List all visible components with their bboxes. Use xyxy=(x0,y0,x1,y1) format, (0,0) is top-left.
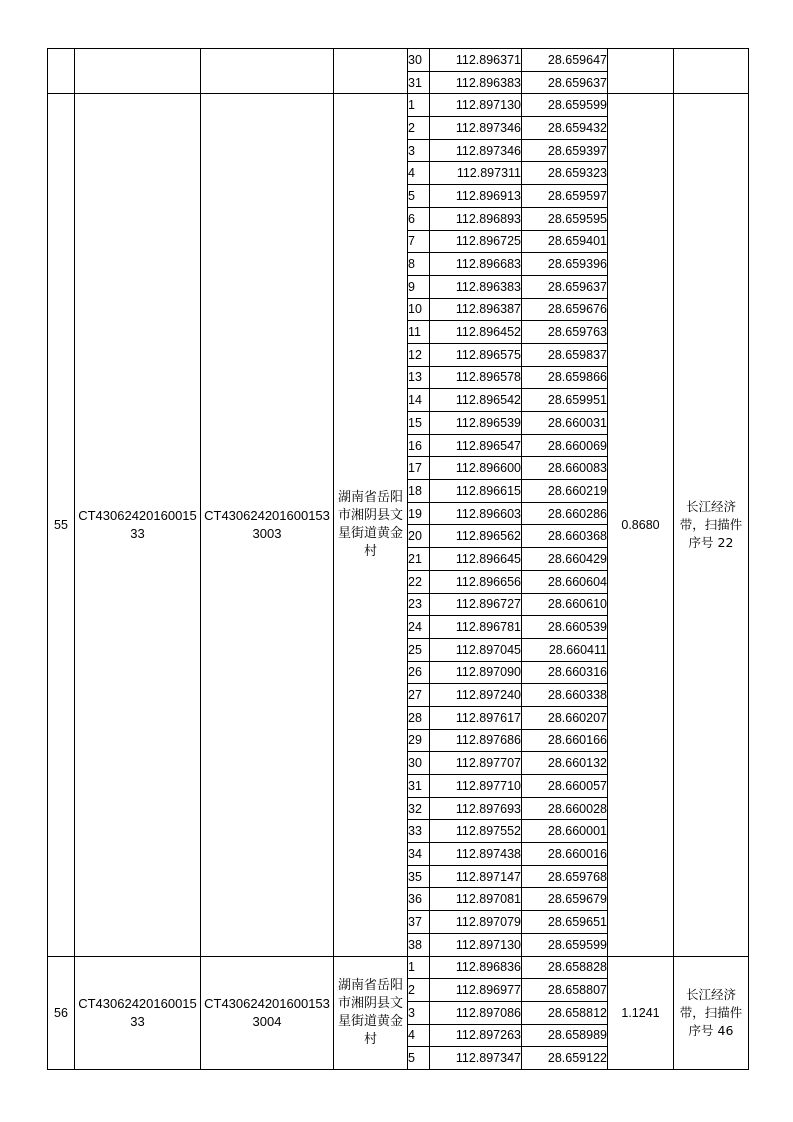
longitude-cell: 112.897147 xyxy=(430,865,522,888)
longitude-cell: 112.896656 xyxy=(430,570,522,593)
latitude-cell: 28.659597 xyxy=(522,185,608,208)
longitude-cell: 112.897240 xyxy=(430,684,522,707)
point-number-cell: 20 xyxy=(408,525,430,548)
latitude-cell: 28.660411 xyxy=(522,638,608,661)
point-number-cell: 5 xyxy=(408,185,430,208)
latitude-cell: 28.659599 xyxy=(522,94,608,117)
point-number-cell: 18 xyxy=(408,480,430,503)
sequence-cell: 56 xyxy=(48,956,75,1069)
note-cell: 长江经济带，扫描件序号 22 xyxy=(674,94,749,956)
point-number-cell: 3 xyxy=(408,139,430,162)
longitude-cell: 112.897346 xyxy=(430,139,522,162)
latitude-cell: 28.659396 xyxy=(522,253,608,276)
point-number-cell: 30 xyxy=(408,49,430,72)
location-cell xyxy=(334,49,408,94)
latitude-cell: 28.660286 xyxy=(522,502,608,525)
longitude-cell: 112.896562 xyxy=(430,525,522,548)
latitude-cell: 28.660001 xyxy=(522,820,608,843)
latitude-cell: 28.659637 xyxy=(522,71,608,94)
point-number-cell: 37 xyxy=(408,911,430,934)
point-number-cell: 4 xyxy=(408,1024,430,1047)
latitude-cell: 28.660610 xyxy=(522,593,608,616)
point-number-cell: 3 xyxy=(408,1001,430,1024)
point-number-cell: 31 xyxy=(408,71,430,94)
table-body xyxy=(48,49,749,1070)
sub-parcel-code-cell: CT4306242016001533004 xyxy=(201,956,334,1069)
point-number-cell: 6 xyxy=(408,207,430,230)
latitude-cell: 28.660031 xyxy=(522,412,608,435)
latitude-cell: 28.658812 xyxy=(522,1001,608,1024)
point-number-cell: 23 xyxy=(408,593,430,616)
latitude-cell: 28.659647 xyxy=(522,49,608,72)
longitude-cell: 112.897090 xyxy=(430,661,522,684)
point-number-cell: 2 xyxy=(408,979,430,1002)
point-number-cell: 14 xyxy=(408,389,430,412)
table-row xyxy=(48,49,749,72)
latitude-cell: 28.660316 xyxy=(522,661,608,684)
longitude-cell: 112.896603 xyxy=(430,502,522,525)
longitude-cell: 112.896383 xyxy=(430,71,522,94)
latitude-cell: 28.660207 xyxy=(522,706,608,729)
point-number-cell: 1 xyxy=(408,956,430,979)
point-number-cell: 1 xyxy=(408,94,430,117)
latitude-cell: 28.658989 xyxy=(522,1024,608,1047)
point-number-cell: 27 xyxy=(408,684,430,707)
latitude-cell: 28.659768 xyxy=(522,865,608,888)
location-cell: 湖南省岳阳市湘阴县文星街道黄金村 xyxy=(334,956,408,1069)
point-number-cell: 38 xyxy=(408,933,430,956)
longitude-cell: 112.896781 xyxy=(430,616,522,639)
longitude-cell: 112.897347 xyxy=(430,1047,522,1070)
longitude-cell: 112.896578 xyxy=(430,366,522,389)
sequence-cell: 55 xyxy=(48,94,75,956)
note-cell xyxy=(674,49,749,94)
latitude-cell: 28.658828 xyxy=(522,956,608,979)
longitude-cell: 112.897710 xyxy=(430,775,522,798)
latitude-cell: 28.660166 xyxy=(522,729,608,752)
latitude-cell: 28.659837 xyxy=(522,343,608,366)
longitude-cell: 112.896727 xyxy=(430,593,522,616)
point-number-cell: 21 xyxy=(408,548,430,571)
latitude-cell: 28.659763 xyxy=(522,321,608,344)
parcel-code-cell: CT4306242016001533 xyxy=(75,956,201,1069)
longitude-cell: 112.897045 xyxy=(430,638,522,661)
latitude-cell: 28.660539 xyxy=(522,616,608,639)
longitude-cell: 112.896977 xyxy=(430,979,522,1002)
latitude-cell: 28.660057 xyxy=(522,775,608,798)
longitude-cell: 112.896645 xyxy=(430,548,522,571)
point-number-cell: 12 xyxy=(408,343,430,366)
latitude-cell: 28.659122 xyxy=(522,1047,608,1070)
point-number-cell: 24 xyxy=(408,616,430,639)
longitude-cell: 112.897263 xyxy=(430,1024,522,1047)
longitude-cell: 112.897693 xyxy=(430,797,522,820)
longitude-cell: 112.896893 xyxy=(430,207,522,230)
longitude-cell: 112.897617 xyxy=(430,706,522,729)
latitude-cell: 28.659432 xyxy=(522,117,608,140)
point-number-cell: 13 xyxy=(408,366,430,389)
note-cell: 长江经济带，扫描件序号 46 xyxy=(674,956,749,1069)
longitude-cell: 112.896547 xyxy=(430,434,522,457)
area-cell xyxy=(608,49,674,94)
longitude-cell: 112.897346 xyxy=(430,117,522,140)
table-row xyxy=(48,94,749,117)
point-number-cell: 8 xyxy=(408,253,430,276)
point-number-cell: 29 xyxy=(408,729,430,752)
latitude-cell: 28.660016 xyxy=(522,843,608,866)
longitude-cell: 112.896913 xyxy=(430,185,522,208)
coordinate-table xyxy=(47,48,749,1070)
latitude-cell: 28.660132 xyxy=(522,752,608,775)
location-cell: 湖南省岳阳市湘阴县文星街道黄金村 xyxy=(334,94,408,956)
point-number-cell: 19 xyxy=(408,502,430,525)
latitude-cell: 28.659951 xyxy=(522,389,608,412)
longitude-cell: 112.897686 xyxy=(430,729,522,752)
sequence-cell xyxy=(48,49,75,94)
latitude-cell: 28.660083 xyxy=(522,457,608,480)
latitude-cell: 28.660219 xyxy=(522,480,608,503)
latitude-cell: 28.659866 xyxy=(522,366,608,389)
point-number-cell: 5 xyxy=(408,1047,430,1070)
longitude-cell: 112.896725 xyxy=(430,230,522,253)
longitude-cell: 112.896542 xyxy=(430,389,522,412)
point-number-cell: 4 xyxy=(408,162,430,185)
point-number-cell: 9 xyxy=(408,275,430,298)
area-cell: 1.1241 xyxy=(608,956,674,1069)
longitude-cell: 112.897707 xyxy=(430,752,522,775)
latitude-cell: 28.659637 xyxy=(522,275,608,298)
longitude-cell: 112.897552 xyxy=(430,820,522,843)
longitude-cell: 112.896615 xyxy=(430,480,522,503)
longitude-cell: 112.896387 xyxy=(430,298,522,321)
latitude-cell: 28.659397 xyxy=(522,139,608,162)
point-number-cell: 36 xyxy=(408,888,430,911)
point-number-cell: 16 xyxy=(408,434,430,457)
parcel-code-cell xyxy=(75,49,201,94)
point-number-cell: 2 xyxy=(408,117,430,140)
longitude-cell: 112.896452 xyxy=(430,321,522,344)
latitude-cell: 28.660429 xyxy=(522,548,608,571)
latitude-cell: 28.660368 xyxy=(522,525,608,548)
point-number-cell: 30 xyxy=(408,752,430,775)
point-number-cell: 35 xyxy=(408,865,430,888)
point-number-cell: 17 xyxy=(408,457,430,480)
point-number-cell: 28 xyxy=(408,706,430,729)
longitude-cell: 112.897130 xyxy=(430,933,522,956)
point-number-cell: 26 xyxy=(408,661,430,684)
longitude-cell: 112.897130 xyxy=(430,94,522,117)
point-number-cell: 22 xyxy=(408,570,430,593)
longitude-cell: 112.896600 xyxy=(430,457,522,480)
parcel-code-cell: CT4306242016001533 xyxy=(75,94,201,956)
longitude-cell: 112.897081 xyxy=(430,888,522,911)
latitude-cell: 28.660028 xyxy=(522,797,608,820)
point-number-cell: 25 xyxy=(408,638,430,661)
latitude-cell: 28.659599 xyxy=(522,933,608,956)
point-number-cell: 31 xyxy=(408,775,430,798)
area-cell: 0.8680 xyxy=(608,94,674,956)
longitude-cell: 112.896539 xyxy=(430,412,522,435)
latitude-cell: 28.659679 xyxy=(522,888,608,911)
point-number-cell: 10 xyxy=(408,298,430,321)
latitude-cell: 28.658807 xyxy=(522,979,608,1002)
point-number-cell: 33 xyxy=(408,820,430,843)
longitude-cell: 112.896383 xyxy=(430,275,522,298)
longitude-cell: 112.897079 xyxy=(430,911,522,934)
latitude-cell: 28.659676 xyxy=(522,298,608,321)
latitude-cell: 28.659401 xyxy=(522,230,608,253)
longitude-cell: 112.896371 xyxy=(430,49,522,72)
latitude-cell: 28.660069 xyxy=(522,434,608,457)
latitude-cell: 28.659595 xyxy=(522,207,608,230)
longitude-cell: 112.896683 xyxy=(430,253,522,276)
latitude-cell: 28.660604 xyxy=(522,570,608,593)
longitude-cell: 112.897311 xyxy=(430,162,522,185)
longitude-cell: 112.897438 xyxy=(430,843,522,866)
table-row xyxy=(48,956,749,979)
point-number-cell: 7 xyxy=(408,230,430,253)
latitude-cell: 28.659323 xyxy=(522,162,608,185)
sub-parcel-code-cell: CT4306242016001533003 xyxy=(201,94,334,956)
longitude-cell: 112.896575 xyxy=(430,343,522,366)
point-number-cell: 11 xyxy=(408,321,430,344)
point-number-cell: 32 xyxy=(408,797,430,820)
longitude-cell: 112.896836 xyxy=(430,956,522,979)
latitude-cell: 28.659651 xyxy=(522,911,608,934)
latitude-cell: 28.660338 xyxy=(522,684,608,707)
point-number-cell: 34 xyxy=(408,843,430,866)
sub-parcel-code-cell xyxy=(201,49,334,94)
longitude-cell: 112.897086 xyxy=(430,1001,522,1024)
point-number-cell: 15 xyxy=(408,412,430,435)
